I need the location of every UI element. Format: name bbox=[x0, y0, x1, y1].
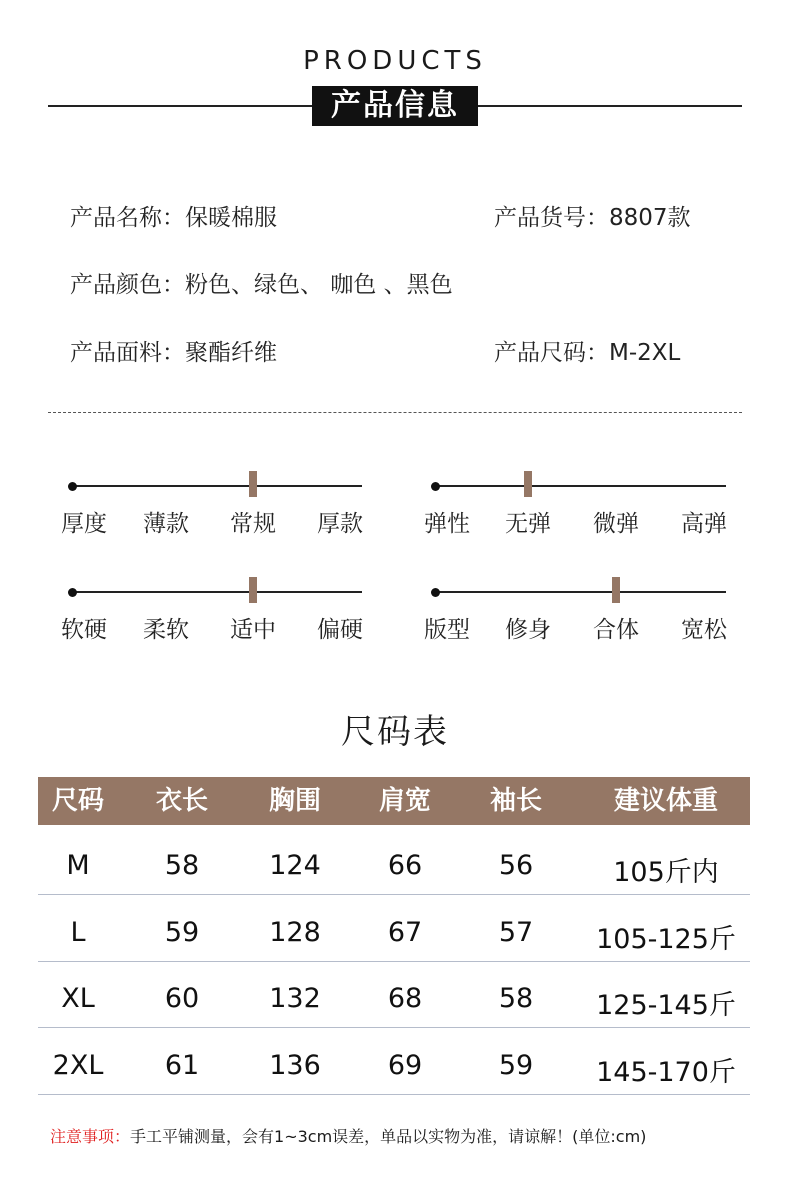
thickness-scale-label: 薄款 bbox=[143, 511, 189, 537]
softness-scale-track bbox=[72, 591, 362, 593]
softness-scale-label: 偏硬 bbox=[317, 617, 363, 643]
size-table-cell: XL bbox=[61, 983, 95, 1014]
size-table-header-cell: 肩宽 bbox=[378, 786, 431, 816]
softness-scale-start-dot bbox=[68, 588, 77, 597]
size-table-cell: 58 bbox=[498, 983, 534, 1014]
fit-scale-label: 宽松 bbox=[681, 617, 727, 643]
products-heading: PRODUCTS bbox=[303, 46, 487, 76]
header-rule-right bbox=[478, 105, 742, 107]
product-info-title: 产品信息 bbox=[312, 86, 478, 126]
product-size: 产品尺码：M-2XL bbox=[494, 340, 681, 366]
size-table-cell: 105斤内 bbox=[613, 857, 719, 888]
elasticity-scale-label: 弹性 bbox=[424, 511, 470, 537]
fit-scale-track bbox=[435, 591, 726, 593]
size-table-header-cell: 袖长 bbox=[489, 786, 542, 816]
thickness-scale-marker bbox=[249, 471, 257, 497]
product-color: 产品颜色：粉色、绿色、 咖色 、黑色 bbox=[70, 272, 453, 298]
size-table-cell: 60 bbox=[164, 983, 200, 1014]
size-table-cell: 145-170斤 bbox=[596, 1057, 736, 1088]
size-table-cell: 58 bbox=[164, 850, 200, 881]
size-table-cell: 105-125斤 bbox=[596, 924, 736, 955]
size-table-header-cell: 衣长 bbox=[155, 786, 208, 816]
size-table-cell: 67 bbox=[387, 917, 423, 948]
size-chart-title: 尺码表 bbox=[341, 712, 449, 752]
size-table-cell: M bbox=[66, 850, 90, 881]
size-table-cell: 59 bbox=[498, 1050, 534, 1081]
elasticity-scale-marker bbox=[524, 471, 532, 497]
size-table-cell: L bbox=[70, 917, 86, 948]
size-table-header-cell: 胸围 bbox=[268, 786, 321, 816]
elasticity-scale-label: 微弹 bbox=[593, 511, 639, 537]
thickness-scale-label: 常规 bbox=[230, 511, 276, 537]
fit-scale-label: 版型 bbox=[424, 617, 470, 643]
product-name: 产品名称：保暖棉服 bbox=[70, 205, 277, 231]
thickness-scale-label: 厚度 bbox=[61, 511, 107, 537]
softness-scale-marker bbox=[249, 577, 257, 603]
size-table-header-cell: 建议体重 bbox=[613, 786, 718, 816]
size-table-cell: 136 bbox=[269, 1050, 321, 1081]
size-table-cell: 2XL bbox=[52, 1050, 104, 1081]
note-text: 手工平铺测量，会有1~3cm误差，单品以实物为准，请谅解！(单位:cm) bbox=[130, 1127, 647, 1146]
elasticity-scale-track bbox=[435, 485, 726, 487]
size-table-cell: 125-145斤 bbox=[596, 990, 736, 1021]
thickness-scale-track bbox=[72, 485, 362, 487]
size-table-cell: 56 bbox=[498, 850, 534, 881]
fit-scale-label: 合体 bbox=[593, 617, 639, 643]
fit-scale-marker bbox=[612, 577, 620, 603]
product-fabric: 产品面料：聚酯纤维 bbox=[70, 340, 277, 366]
size-table-cell: 66 bbox=[387, 850, 423, 881]
size-table-cell: 59 bbox=[164, 917, 200, 948]
fit-scale-start-dot bbox=[431, 588, 440, 597]
size-table-cell: 124 bbox=[269, 850, 321, 881]
measurement-note bbox=[50, 1124, 646, 1147]
note-label: 注意事项： bbox=[50, 1127, 131, 1146]
size-table-cell: 132 bbox=[269, 983, 321, 1014]
thickness-scale-label: 厚款 bbox=[317, 511, 363, 537]
size-table-row-divider bbox=[38, 1094, 750, 1095]
softness-scale-label: 柔软 bbox=[143, 617, 189, 643]
size-table-row-divider bbox=[38, 1027, 750, 1028]
size-table-cell: 61 bbox=[164, 1050, 200, 1081]
softness-scale-label: 软硬 bbox=[61, 617, 107, 643]
size-table-cell: 57 bbox=[498, 917, 534, 948]
size-table-cell: 128 bbox=[269, 917, 321, 948]
size-table-row-divider bbox=[38, 961, 750, 962]
elasticity-scale-label: 高弹 bbox=[681, 511, 727, 537]
thickness-scale-start-dot bbox=[68, 482, 77, 491]
softness-scale-label: 适中 bbox=[230, 617, 276, 643]
elasticity-scale-label: 无弹 bbox=[505, 511, 551, 537]
section-divider bbox=[48, 412, 742, 413]
fit-scale-label: 修身 bbox=[505, 617, 551, 643]
size-table-row-divider bbox=[38, 894, 750, 895]
size-table-header-cell: 尺码 bbox=[51, 786, 104, 816]
elasticity-scale-start-dot bbox=[431, 482, 440, 491]
size-table-cell: 68 bbox=[387, 983, 423, 1014]
header-rule-left bbox=[48, 105, 312, 107]
size-table-cell: 69 bbox=[387, 1050, 423, 1081]
product-sku: 产品货号：8807款 bbox=[494, 205, 691, 231]
